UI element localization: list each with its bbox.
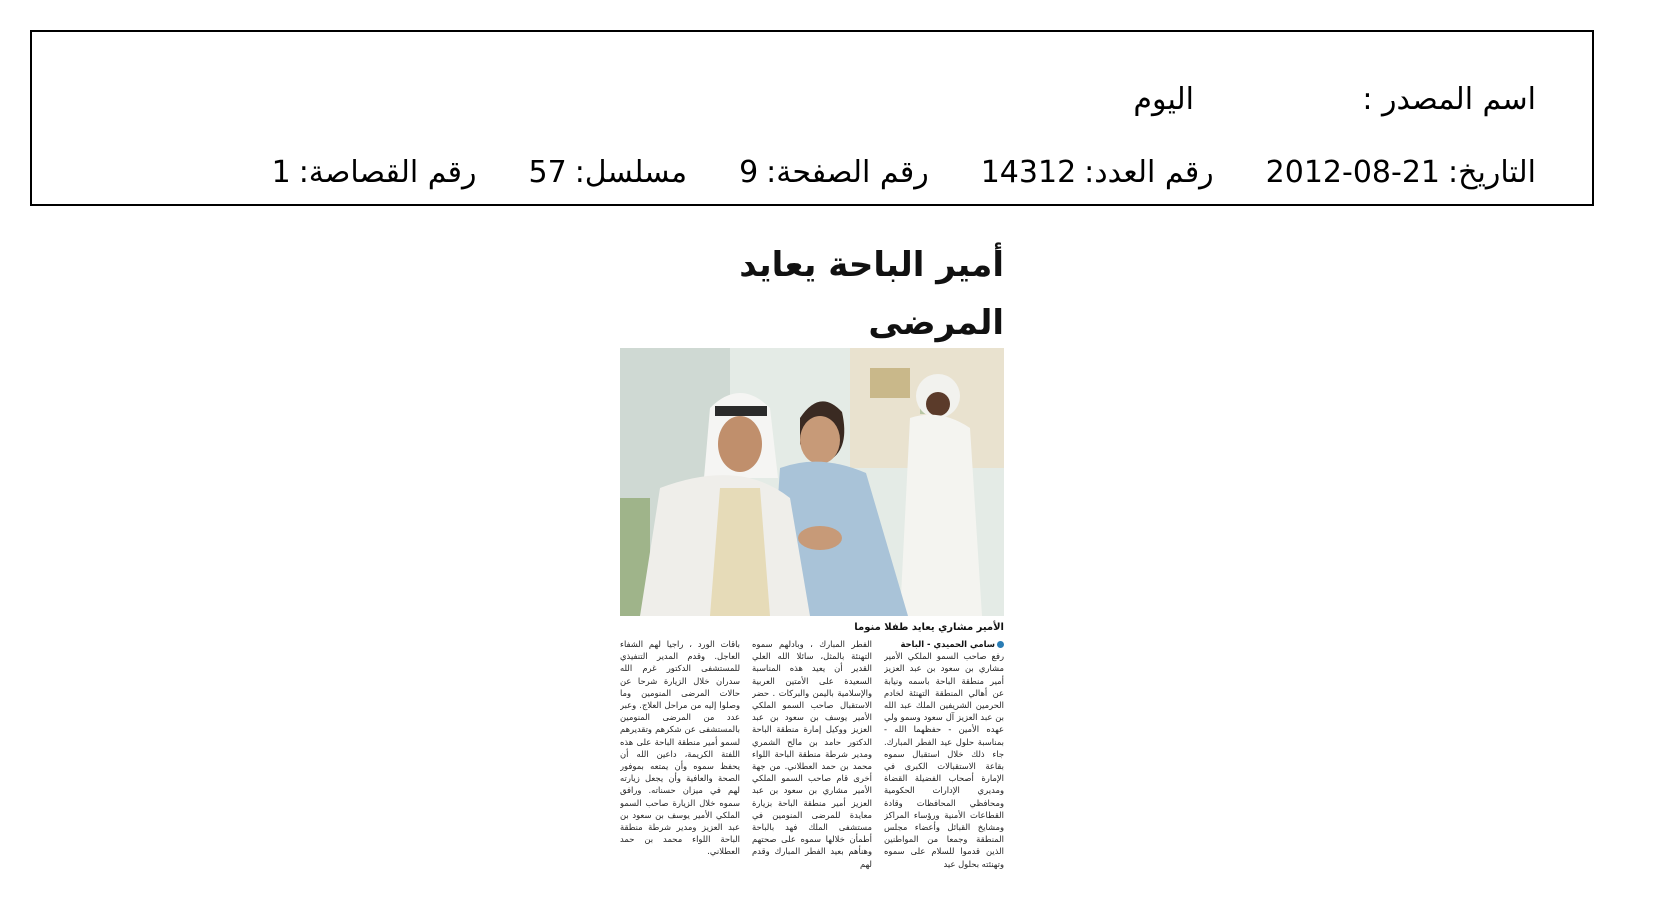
clip-number-value: 1	[271, 155, 291, 190]
column-1-text: رفع صاحب السمو الملكي الأمير مشاري بن سعود بن عبد العزيز أمير منطقة الباحة باسمه ونيابة عن أهالي المنطقة التهنئة لخادم الحرمين الشريفين الملك عبد الله بن عبد العزيز آل سعود وسمو ولي عهده الأمين - حفظهما الله - بمناسبة حلول عيد الفطر المبارك. جاء ذلك خلال استقبال سموه بقاعة الاستقبالات الكبرى في الإمارة أصحاب الفضيلة القضاة ومديري الإدارات الحكومية ومحافظي المحافظات وقادة القطاعات الأمنية ورؤساء المراكز ومشايخ القبائل وأعضاء مجلس المنطقة وجمعا من المواطنين الذين قدموا للسلام على سموه وتهنئته بحلول عيد	[884, 651, 1004, 869]
page-label: رقم الصفحة:	[766, 155, 929, 190]
serial-value: 57	[528, 155, 567, 190]
issue-field	[981, 155, 1214, 191]
newspaper-clipping	[620, 236, 1004, 886]
source-label: اسم المصدر :	[1362, 82, 1536, 117]
article-body	[620, 638, 1004, 884]
bullet-icon	[997, 641, 1004, 648]
issue-value: 14312	[980, 155, 1077, 190]
byline	[884, 638, 1004, 650]
date-label: التاريخ:	[1448, 155, 1536, 190]
article-column-3: باقات الورد ، راجيا لهم الشفاء العاجل. وقدم المدير التنفيذي للمستشفى الدكتور غرم الله سدران خلال الزيارة شرحا عن حالات المرضى المنومين وما وصلوا إليه من مراحل العلاج. وعبر عدد من المرضى المنومين بالمستشفى عن شكرهم وتقديرهم لسمو أمير منطقة الباحة على هذه اللفتة الكريمة، داعين الله أن يحفظ سموه وأن يمتعه بموفور الصحة والعافية وأن يجعل زيارته لهم في ميزان حسناته. ورافق سموه خلال الزيارة صاحب السمو الملكي الأمير يوسف بن سعود بن عبد العزيز ومدير شرطة منطقة الباحة اللواء محمد بن حمد العطلاني.	[620, 639, 740, 857]
headline-line-1: أمير الباحة يعايد المرضى	[739, 245, 1004, 343]
serial-label: مسلسل:	[574, 155, 688, 190]
article-photo	[620, 348, 1004, 616]
metadata-row	[272, 155, 1536, 191]
clip-number-label: رقم القصاصة:	[298, 155, 477, 190]
byline-text: سامي الحميدي - الباحة	[900, 639, 995, 649]
article-column-1	[884, 638, 1004, 884]
date-value: 2012-08-21	[1265, 155, 1441, 190]
page-value: 9	[739, 155, 759, 190]
clipping-info-box	[30, 30, 1594, 206]
article-column-2: الفطر المبارك ، وبادلهم سموه التهنئة بالمثل، سائلا الله العلي القدير أن يعيد هذه المناسبة السعيدة على الأمتين العربية والإسلامية باليمن والبركات . حضر الاستقبال صاحب السمو الملكي الأمير يوسف بن سعود بن عبد العزيز ووكيل إمارة منطقة الباحة الدكتور حامد بن مالح الشمري ومدير شرطة منطقة الباحة اللواء محمد بن حمد العطلاني. من جهة أخرى قام صاحب السمو الملكي الأمير مشاري بن سعود بن عبد العزيز أمير منطقة الباحة بزيارة معايدة للمرضى المنومين في مستشفى الملك فهد بالباحة أطمأن خلالها سموه على صحتهم وهنأهم بعيد الفطر المبارك وقدم لهم	[752, 639, 872, 869]
serial-field	[529, 155, 688, 191]
source-value: اليوم	[1133, 82, 1194, 117]
date-field	[1266, 155, 1536, 191]
photo-illustration	[620, 348, 1004, 616]
clip-number-field	[272, 155, 477, 191]
photo-caption: الأمير مشاري يعايد طفلا منوما	[854, 622, 1004, 633]
page-field	[739, 155, 929, 191]
issue-label: رقم العدد:	[1084, 155, 1214, 190]
